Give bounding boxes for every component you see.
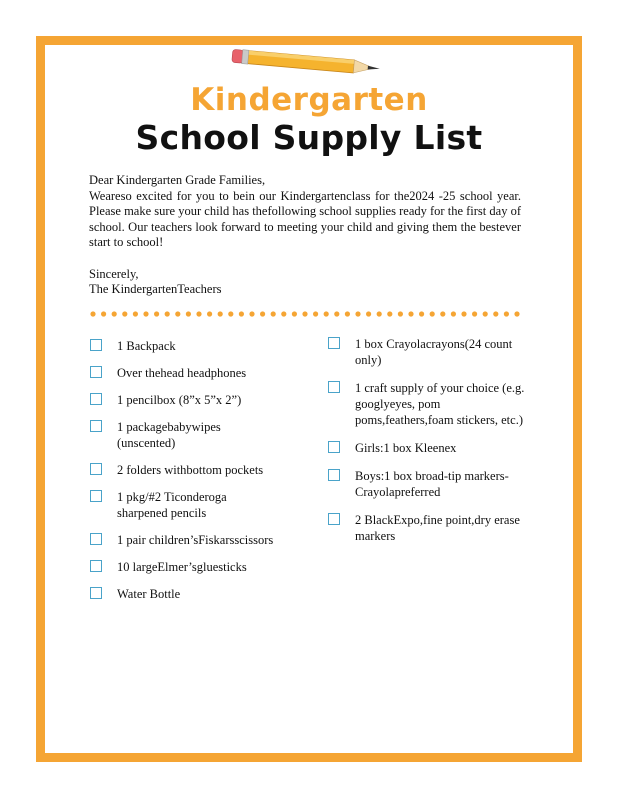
divider-dot	[207, 311, 212, 316]
supply-item	[328, 512, 528, 544]
letter-closing: Sincerely,	[89, 266, 139, 281]
supply-item-label: Boys:1 box broad-tip markers- Crayolapreferred	[355, 469, 509, 499]
divider-dot	[408, 311, 413, 316]
divider-dot	[165, 311, 170, 316]
divider-dot	[504, 311, 509, 316]
supply-item	[90, 392, 310, 408]
divider-dot	[239, 311, 244, 316]
letter-signature: The KindergartenTeachers	[89, 282, 222, 297]
divider-dot	[366, 311, 371, 316]
divider-dot	[196, 311, 201, 316]
divider-dot	[122, 311, 127, 316]
divider-dot	[260, 311, 265, 316]
divider-dot	[302, 311, 307, 316]
letter-body: Weareso excited for you to bein our Kindergartenclass for the2024 -25 school year. Please make sure your child has thefollowing school supplies ready for the first day of school. Our teachers look forward to meeting your child and giving them the bestever start to school!	[89, 188, 521, 250]
divider-dot	[143, 311, 148, 316]
divider-dot	[355, 311, 360, 316]
divider-dot	[228, 311, 233, 316]
checkbox[interactable]	[90, 587, 102, 599]
supply-item	[90, 338, 310, 354]
supply-item	[90, 419, 257, 451]
dotted-divider	[90, 309, 522, 319]
divider-dot	[292, 311, 297, 316]
checkbox[interactable]	[90, 393, 102, 405]
parent-letter	[89, 173, 521, 298]
divider-dot	[514, 311, 519, 316]
supply-item	[328, 468, 528, 500]
supply-list-right	[328, 336, 528, 544]
page-title-kindergarten: Kindergarten	[190, 82, 428, 118]
supply-item	[328, 336, 528, 368]
supply-item-label: 1 pair children’sFiskarsscissors	[117, 533, 274, 547]
divider-dot	[101, 311, 106, 316]
divider-dot	[472, 311, 477, 316]
supply-item-label: 2 BlackExpo,fine point,dry erase markers	[355, 513, 520, 543]
supply-item-label: 1 Backpack	[117, 339, 176, 353]
divider-dot	[461, 311, 466, 316]
checkbox[interactable]	[328, 441, 340, 453]
supply-item-label: 1 pencilbox (8”x 5”x 2”)	[117, 393, 242, 407]
divider-dot	[271, 311, 276, 316]
divider-dot	[175, 311, 180, 316]
supply-item	[90, 489, 277, 521]
supply-item-label: 1 pkg/#2 Ticonderoga sharpened pencils	[117, 490, 227, 520]
divider-dot	[440, 311, 445, 316]
checkbox[interactable]	[90, 339, 102, 351]
divider-dot	[281, 311, 286, 316]
supply-item	[90, 532, 310, 548]
supply-item	[328, 440, 528, 456]
supply-item-label: Water Bottle	[117, 587, 181, 601]
divider-dot	[249, 311, 254, 316]
supply-list-left	[90, 338, 310, 602]
supply-item	[328, 380, 528, 428]
divider-dot	[186, 311, 191, 316]
divider-dot	[430, 311, 435, 316]
supply-item-label: Over thehead headphones	[117, 366, 247, 380]
divider-dot	[345, 311, 350, 316]
checkbox[interactable]	[90, 533, 102, 545]
checkbox[interactable]	[90, 420, 102, 432]
checkbox[interactable]	[328, 469, 340, 481]
supply-item-label: 1 box Crayolacrayons(24 count only)	[355, 337, 513, 367]
divider-dot	[377, 311, 382, 316]
divider-dot	[313, 311, 318, 316]
divider-dot	[324, 311, 329, 316]
divider-dot	[419, 311, 424, 316]
divider-dot	[334, 311, 339, 316]
supply-item-label: Girls:1 box Kleenex	[355, 441, 457, 455]
divider-dot	[112, 311, 117, 316]
checkbox[interactable]	[90, 490, 102, 502]
checkbox[interactable]	[328, 337, 340, 349]
checkbox[interactable]	[90, 366, 102, 378]
checkbox[interactable]	[90, 560, 102, 572]
divider-dot	[483, 311, 488, 316]
page-title-school-supply-list: School Supply List	[135, 118, 483, 157]
divider-dot	[218, 311, 223, 316]
supply-item	[90, 586, 310, 602]
pencil-icon	[228, 46, 390, 80]
checkbox[interactable]	[328, 513, 340, 525]
divider-dot	[133, 311, 138, 316]
divider-dot	[154, 311, 159, 316]
divider-dot	[90, 311, 95, 316]
supply-item-label: 1 craft supply of your choice (e.g. googlyeyes, pom poms,feathers,foam stickers, etc.)	[355, 381, 525, 427]
checkbox[interactable]	[328, 381, 340, 393]
supply-item	[90, 365, 310, 381]
letter-greeting: Dear Kindergarten Grade Families,	[89, 173, 266, 187]
checkbox[interactable]	[90, 463, 102, 475]
supply-item-label: 10 largeElmer’sgluesticks	[117, 560, 247, 574]
supply-item-label: 2 folders withbottom pockets	[117, 463, 264, 477]
divider-dot	[398, 311, 403, 316]
divider-dot	[451, 311, 456, 316]
supply-item	[90, 559, 310, 575]
divider-dot	[387, 311, 392, 316]
divider-dot	[493, 311, 498, 316]
supply-item	[90, 462, 310, 478]
supply-item-label: 1 packagebabywipes (unscented)	[117, 420, 221, 450]
